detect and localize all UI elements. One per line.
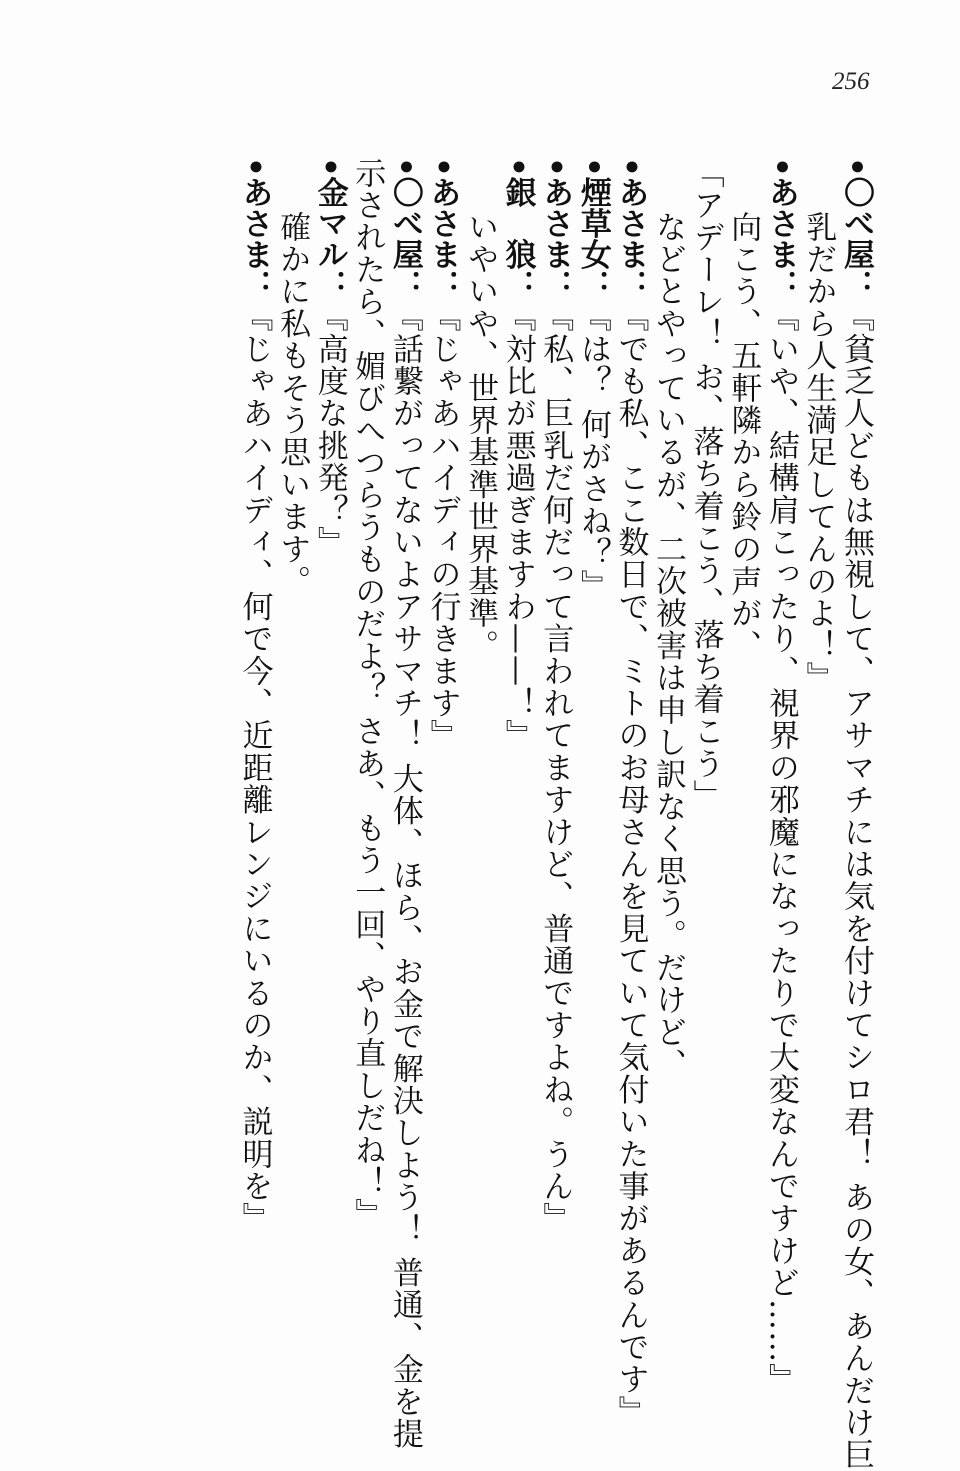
- line-text: 「アデーレ！ お、落ち着こう、落ち着こう」: [687, 157, 724, 813]
- body-text: [235, 157, 874, 1471]
- line-text: 『対比が悪過ぎますわ——！』: [499, 300, 536, 752]
- narration-line: [724, 157, 762, 1357]
- dialogue-line: [536, 157, 574, 1357]
- speaker-label: •あさま：: [762, 157, 799, 301]
- line-text: 『でも私、ここ数日で、ミトのお母さんを見ていて気付いた事があるんです』: [612, 300, 649, 1428]
- speaker-label: •煙草女：: [574, 157, 611, 301]
- dialogue-line: [836, 157, 874, 1471]
- narration-line: [686, 157, 724, 1357]
- line-text: 確かに私もそう思います。: [274, 211, 311, 598]
- speaker-label: •あさま：: [612, 157, 649, 301]
- dialogue-line: [310, 157, 348, 1357]
- dialogue-line: [611, 157, 649, 1428]
- line-text: 『は？ 何がさね？』: [574, 300, 611, 602]
- line-text: 『高度な挑発？』: [311, 300, 348, 559]
- line-text: いやいや、世界基準世界基準。: [462, 211, 499, 662]
- narration-line: [648, 157, 686, 1357]
- speaker-label: •〇べ屋：: [838, 157, 874, 301]
- dialogue-line: [498, 157, 536, 1357]
- speaker-label: •〇べ屋：: [386, 157, 423, 301]
- dialogue-line: [761, 157, 799, 1396]
- line-text: 『じゃあハイディの行きます』: [424, 300, 461, 752]
- line-text: 『私、巨乳だ何だって言われてますけど、普通ですよね。うん』: [537, 300, 574, 1235]
- line-text: 『いや、結構肩こったり、視界の邪魔になったりで大変なんですけど……』: [762, 300, 799, 1396]
- line-text: 示されたら、媚びへつらうものだよ？ さあ、もう一回、やり直しだね！』: [349, 157, 386, 1231]
- line-text: 『じゃあハイディ、何で今、近距離レンジにいるのか、説明を』: [236, 300, 273, 1235]
- speaker-label: •あさま：: [236, 157, 273, 301]
- dialogue-line: [385, 157, 423, 1450]
- dialogue-line: [348, 157, 386, 1357]
- speaker-label: •あさま：: [537, 157, 574, 301]
- narration-line: [460, 157, 498, 1357]
- dialogue-line: [799, 157, 837, 1357]
- line-text: 乳だから人生満足してんのよ！』: [800, 211, 837, 694]
- line-text: 『貧乏人どもは無視して、アサマチには気を付けてシロ君！ あの女、あんだけ巨: [838, 300, 874, 1471]
- line-text: 『話繋がってないよアサマチ！ 大体、ほら、お金で解決しよう！ 普通、金を提: [386, 300, 423, 1450]
- dialogue-line: [423, 157, 461, 1357]
- page-number: 256: [832, 68, 870, 95]
- speaker-label: •金マル：: [311, 157, 348, 301]
- speaker-label: •あさま：: [424, 157, 461, 301]
- dialogue-line: [573, 157, 611, 1357]
- line-text: 向こう、五軒隣から鈴の声が、: [725, 211, 762, 662]
- speaker-label: •銀 狼：: [499, 157, 536, 301]
- narration-line: [273, 157, 311, 1357]
- line-text: などとやっているが、二次被害は申し訳なく思う。だけど、: [650, 211, 687, 1081]
- dialogue-line: [235, 157, 273, 1357]
